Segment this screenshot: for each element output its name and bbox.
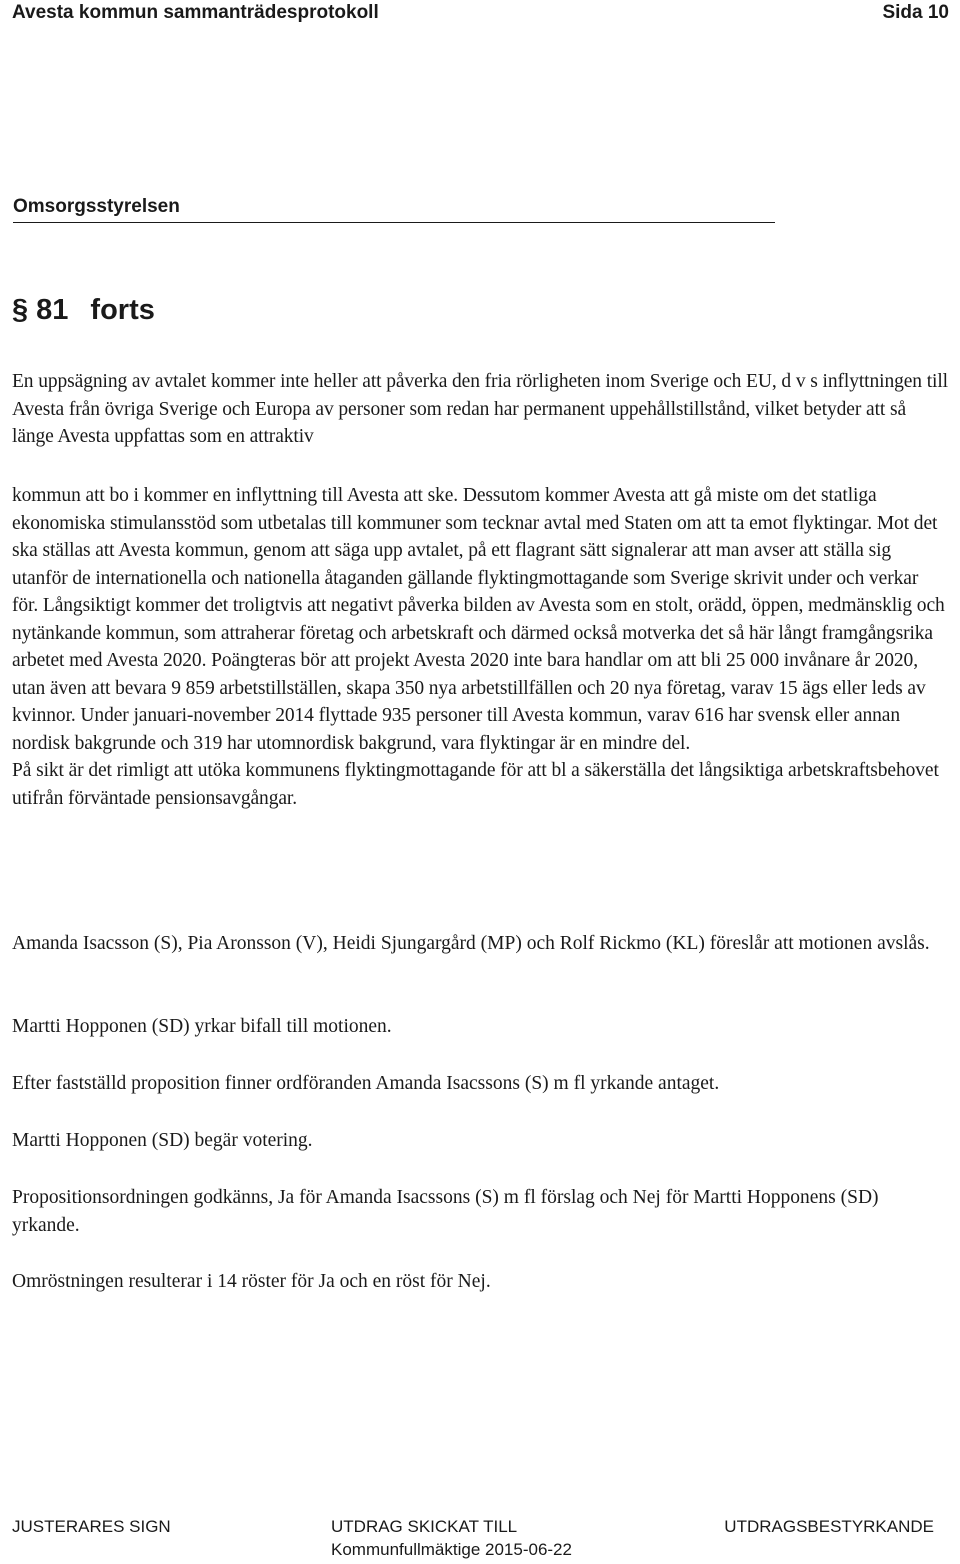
document-header-title: Avesta kommun sammanträdesprotokoll	[12, 2, 379, 23]
footer-justerares-sign: JUSTERARES SIGN	[12, 1517, 171, 1536]
body-paragraph-8: Omröstningen resulterar i 14 röster för Ja och en röst för Nej.	[12, 1271, 491, 1292]
paragraph-label: forts	[90, 294, 155, 326]
paragraph-number: 81	[36, 294, 69, 326]
footer-utdrag-skickat-till: UTDRAG SKICKAT TILL	[331, 1517, 518, 1536]
paragraph-symbol: §	[12, 294, 29, 326]
document-footer	[0, 1516, 960, 1564]
body-paragraph-7: Propositionsordningen godkänns, Ja för Amanda Isacssons (S) m fl förslag och Nej för Martti Hopponens (SD) yrkande.	[12, 1187, 879, 1236]
body-paragraph-3: Amanda Isacsson (S), Pia Aronsson (V), Heidi Sjungargård (MP) och Rolf Rickmo (KL) föreslår att motionen avslås.	[12, 933, 930, 954]
footer-recipient: Kommunfullmäktige 2015-06-22	[331, 1540, 572, 1559]
page-number: Sida 10	[882, 2, 949, 23]
body-paragraph-5: Efter fastställd proposition finner ordföranden Amanda Isacssons (S) m fl yrkande antaget.	[12, 1073, 720, 1094]
body-paragraph-4: Martti Hopponen (SD) yrkar bifall till motionen.	[12, 1016, 392, 1037]
section-title: Omsorgsstyrelsen	[13, 196, 775, 223]
body-paragraph-6: Martti Hopponen (SD) begär votering.	[12, 1130, 313, 1151]
body-paragraph-1: En uppsägning av avtalet kommer inte heller att påverka den fria rörligheten inom Sverige och EU, d v s inflyttningen till Avesta från övriga Sverige och Europa av personer som redan har permanent uppehållstillstånd, vilket betyder att så länge Avesta uppfattas som en attraktiv	[12, 371, 948, 447]
paragraph-heading	[12, 293, 155, 327]
footer-utdragsbestyrkande: UTDRAGSBESTYRKANDE	[724, 1517, 934, 1536]
body-paragraph-2: kommun att bo i kommer en inflyttning till Avesta att ske. Dessutom kommer Avesta att gå miste om det statliga ekonomiska stimulansstöd som utbetalas till kommuner som tecknar avtal med Staten om att ta emot flyktingar. Mot det ska ställas att Avesta kommun, genom att säga upp avtalet, på ett flagrant sätt signalerar att man avser att ställa sig utanför de internationella och nationella åtaganden gällande flyktingmottagande som Sverige skrivit under och verkar för. Långsiktigt kommer det troligtvis att negativt påverka bilden av Avesta som en stolt, orädd, öppen, medmänsklig och nytänkande kommun, som attraherar företag och arbetskraft och därmed också motverka det så här långt framgångsrika arbetet med Avesta 2020. Poängteras bör att projekt Avesta 2020 inte bara handlar om att bli 25 000 invånare år 2020, utan även att bevara 9 859 arbetstillställen, skapa 350 nya arbetstillfällen och 20 nya företag, varav 15 ägs eller leds av kvinnor. Under januari-november 2014 flyttade 935 personer till Avesta kommun, varav 616 har svensk eller annan nordisk bakgrunde och 319 har utomnordisk bakgrund, vara flyktingar är en mindre del. På sikt är det rimligt att utöka kommunens flyktingmottagande för att bl a säkerställa det långsiktiga arbetskraftsbehovet utifrån förväntade pensionsavgångar.	[12, 485, 945, 809]
